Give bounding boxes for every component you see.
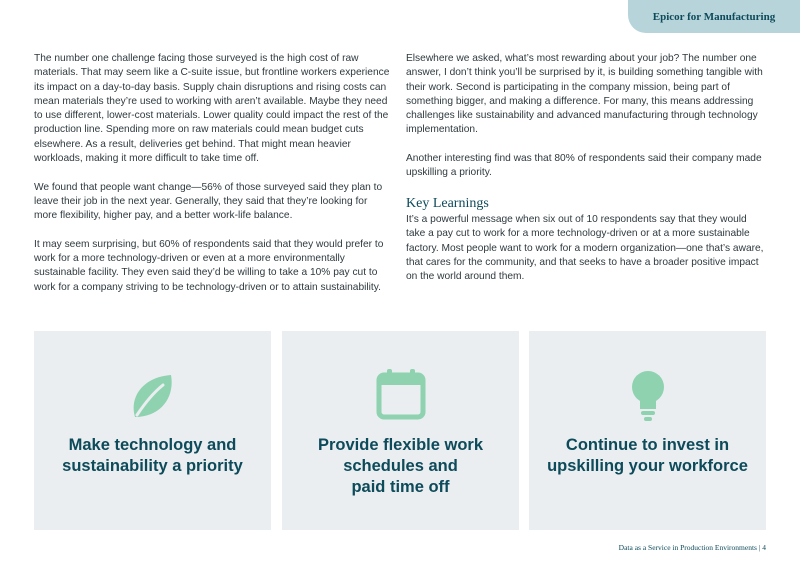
section-tab-label: Epicor for Manufacturing (652, 10, 776, 23)
page-number: 4 (762, 543, 766, 552)
body-paragraph: Another interesting find was that 80% of respondents said their company made upskilling a priority. (406, 153, 762, 179)
card-title: Provide flexible work schedules and paid time off (317, 436, 484, 496)
left-column (34, 52, 392, 309)
calendar-icon (282, 367, 519, 423)
body-paragraph: The number one challenge facing those surveyed is the high cost of raw materials. That may seem like a C-suite issue, but frontline workers experience its impact on a day-to-day basis. Supply chain disruptions and rising costs can mean materials they’re used to working with aren’t available. Maybe they need to use different, lower-cost materials. Lower quality could impact the rest of the production line. Spending more on raw materials could mean budget cuts elsewhere. As a result, deliveries get behind. That might mean heavier workloads, making it more difficult to take time off. (34, 53, 390, 165)
right-column (406, 52, 766, 299)
section-tab (628, 0, 800, 33)
takeaway-cards (34, 331, 766, 530)
page-footer: Data as a Service in Production Environments | 4 (618, 543, 766, 552)
takeaway-card (34, 331, 271, 530)
key-learnings-heading: Key Learnings (406, 195, 489, 211)
takeaway-card (529, 331, 766, 530)
leaf-icon (34, 367, 271, 423)
body-paragraph: It’s a powerful message when six out of 10 respondents say that they would take a pay cut to work for a more technology-driven or at a more sustainable factory. Most people want to work for a modern organization—one that’s aware, that cares for the community, and that seeks to have a broader positive impact on the world around them. (406, 213, 764, 283)
body-paragraph: We found that people want change—56% of those surveyed said they plan to leave their job in the next year. Generally, they said that they’re looking for more flexibility, higher pay, and a better work-life balance. (34, 181, 383, 222)
footer-text: Data as a Service in Production Environments (618, 543, 757, 552)
card-title: Make technology and sustainability a priority (62, 436, 243, 475)
card-title: Continue to invest in upskilling your workforce (547, 436, 748, 475)
lightbulb-icon (529, 367, 766, 423)
body-paragraph: It may seem surprising, but 60% of respondents said that they would prefer to work for a more technology-driven or even at a more environmentally sustainable facility. They even said they’d be willing to take a 10% pay cut to work for a company striving to be technology-driven or to attain sustainability. (34, 238, 384, 293)
takeaway-card (282, 331, 519, 530)
body-paragraph: Elsewhere we asked, what’s most rewarding about your job? The number one answer, I don’t think you’ll be surprised by it, is building something tangible with their work. Second is participating in the company mission, being part of something bigger, and making a difference. For many, this means addressing challenges like sustainability and advanced manufacturing through technology implementation. (406, 53, 763, 136)
